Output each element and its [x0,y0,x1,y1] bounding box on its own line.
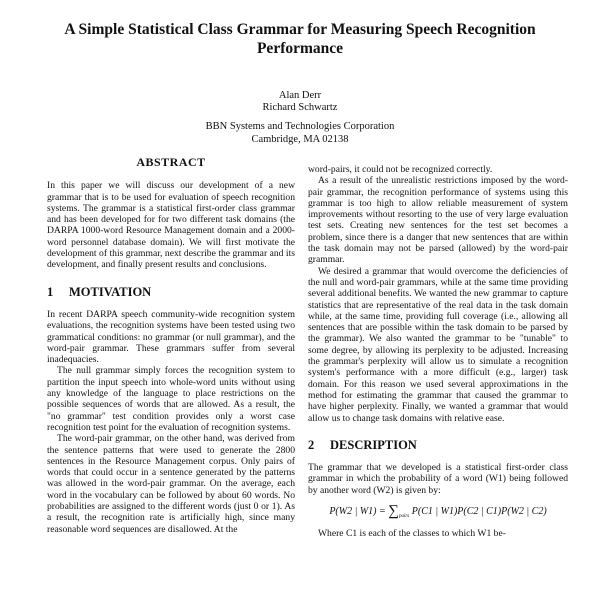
paragraph: We desired a grammar that would overcome the deficiencies of the null and word-pair grammars, while at the same time providing several additional benefits. We wanted the new grammar to capture statistics that are representative of the real data in the task domain while, at the same time, providing full coverage (i.e., allowing all sentences that are possible within the task domain to be parsed by the grammar). We also wanted the grammar to be "tunable" to some degree, by allowing its perplexity to be adjusted. Increasing the grammar's perplexity will allow us to simulate a recognition system's performance with a more difficult (e.g., larger) task domain. For this reason we used several approximations in the method for estimating the grammar that caused the grammar to have higher perplexity. Finally, we wanted a grammar that would allow us to change task domains with relative ease. [308,265,568,424]
affiliation [0,120,600,146]
paragraph: In recent DARPA speech community-wide recognition system evaluations, the recognition systems have been tested using two grammatical conditions: no grammar (or null grammar), and the word-pair grammar. These grammars suffer from several inadequacies. [47,308,295,366]
author-name: Richard Schwartz [262,102,338,113]
section-heading [47,284,295,299]
equation-rhs: P(C1 | W1)P(C2 | C1)P(W2 | C2) [411,506,547,518]
paragraph: As a result of the unrealistic restrictions imposed by the word-pair grammar, the recognition performance of systems using this grammar is too high to allow reliable measurement of system improvements without resorting to the use of very large evaluation test sets. Creating new sentences for the test set becomes a problem, since there is a danger that new sentences that are within the task domain may not be parsed (allowed) by the word-pair grammar. [308,175,568,266]
paragraph: The word-pair grammar, on the other hand, was derived from the sentence patterns that were used to generate the 2800 sentences in the Resource Management corpus. Only pairs of words that could occur in a sentence generated by the patterns was allowed in the word-pair grammar. On the average, each word in the vocabulary can be followed by about 60 words. No probabilities are assigned to the different words (just 0 or 1). As a result, the recognition rate is artificially high, since many reasonable word sequences are disallowed. At the [47,433,295,535]
equation [308,503,568,522]
equation-lhs: P(W2 | W1) = [329,506,386,518]
left-column [47,157,295,535]
section-number: 2 [308,437,315,452]
affiliation-org: BBN Systems and Technologies Corporation [205,121,395,132]
section-title: DESCRIPTION [330,437,417,452]
paragraph: Where C1 is each of the classes to which W1 be- [318,528,506,540]
paper-title: A Simple Statistical Class Grammar for Measuring Speech Recognition Performance [64,21,536,57]
authors [0,90,600,114]
abstract-heading: ABSTRACT [136,155,206,169]
summation-symbol: ∑ [388,503,399,520]
affiliation-location: Cambridge, MA 02138 [251,134,349,145]
section-title: MOTIVATION [69,284,152,299]
section-heading [308,437,568,452]
paragraph: word-pairs, it could not be recognized correctly. [308,164,493,175]
paragraph: The null grammar simply forces the recognition system to partition the input speech into whole-word units without using any knowledge of the language to place restrictions on the possible sequences of words that are allowed. As a result, the "no grammar" test condition provides only a worst case recognition test point for the evaluation of recognition systems. [47,365,295,433]
right-column [308,164,568,540]
author-name: Alan Derr [278,90,322,101]
paragraph: The grammar that we developed is a statistical first-order class grammar in which the probability of a word (W1) being followed by another word (W2) is given by: [308,462,568,496]
abstract-text: In this paper we will discuss our development of a new grammar that is to be used for evaluation of speech recognition systems. The grammar is a statistical first-order class grammar and has been developed for for two different task domains (the DARPA 1000-word Resource Management domain and a 2000-word personnel database domain). We will first motivate the development of this grammar, next describe the grammar and its development, and finally present results and conclusions. [47,180,295,271]
summation-subscript: pairs [398,514,410,520]
section-number: 1 [47,284,54,299]
